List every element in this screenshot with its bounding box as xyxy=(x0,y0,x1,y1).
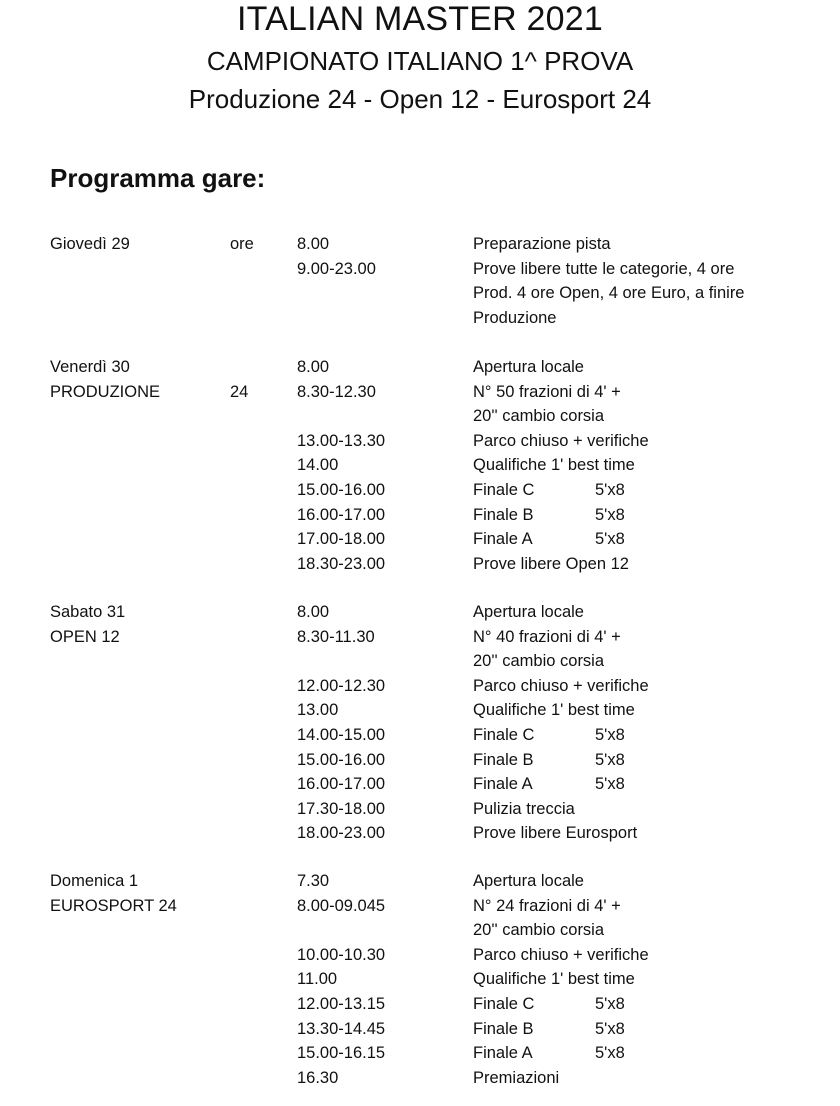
day-label: Giovedì 29 xyxy=(50,235,130,253)
schedule-line xyxy=(0,503,840,527)
race-format: 5'x8 xyxy=(595,775,625,794)
time-slot: 11.00 xyxy=(297,970,338,989)
time-slot: 8.00 xyxy=(297,358,330,376)
activity-text: Finale A xyxy=(473,775,533,794)
activity-text: Finale B xyxy=(473,1019,534,1038)
time-slot: 15.00-16.00 xyxy=(297,750,386,769)
schedule-line xyxy=(0,821,840,845)
activity-text: Apertura locale xyxy=(473,603,584,621)
activity-text: Apertura locale xyxy=(473,872,584,890)
time-slot: 7.30 xyxy=(297,872,330,890)
schedule-line xyxy=(0,748,840,772)
schedule-line xyxy=(0,1017,840,1041)
schedule-line xyxy=(0,674,840,698)
time-slot: 8.00 xyxy=(297,603,330,621)
schedule-line xyxy=(0,723,840,747)
schedule-line xyxy=(0,1066,840,1090)
time-slot: 13.00-13.30 xyxy=(297,431,386,450)
document-subtitle-categories: Produzione 24 - Open 12 - Eurosport 24 xyxy=(188,84,652,114)
schedule-line xyxy=(0,1041,840,1065)
activity-text: Pulizia treccia xyxy=(473,799,575,818)
time-slot: 12.00-12.30 xyxy=(297,676,386,695)
race-format: 5'x8 xyxy=(595,995,625,1013)
day-label: PRODUZIONE xyxy=(50,382,161,401)
day-label: Domenica 1 xyxy=(50,872,139,890)
activity-text: 20'' cambio corsia xyxy=(473,652,605,671)
time-slot: 8.30-12.30 xyxy=(297,382,376,401)
schedule-line xyxy=(0,600,840,624)
time-slot: 17.00-18.00 xyxy=(297,530,386,549)
activity-text: Apertura locale xyxy=(473,358,584,376)
category-hours: 24 xyxy=(230,382,249,401)
schedule-line xyxy=(0,649,840,673)
schedule-line xyxy=(0,918,840,942)
category-hours: ore xyxy=(230,235,254,253)
time-slot: 16.30 xyxy=(297,1068,339,1087)
activity-text: Preparazione pista xyxy=(473,235,611,253)
race-format: 5'x8 xyxy=(595,726,625,744)
time-slot: 8.00 xyxy=(297,235,330,253)
schedule-line xyxy=(0,894,840,918)
activity-text: N° 50 frazioni di 4' + xyxy=(473,382,621,401)
time-slot: 9.00-23.00 xyxy=(297,259,376,278)
schedule-line xyxy=(0,478,840,502)
activity-text: Qualifiche 1' best time xyxy=(473,456,635,475)
race-format: 5'x8 xyxy=(595,481,625,499)
activity-text: Finale C xyxy=(473,481,535,499)
schedule-line xyxy=(0,869,840,893)
activity-text: 20'' cambio corsia xyxy=(473,407,605,426)
race-format: 5'x8 xyxy=(595,750,625,769)
activity-text: Produzione xyxy=(473,308,557,327)
activity-text: Qualifiche 1' best time xyxy=(473,970,635,989)
activity-text: Finale C xyxy=(473,726,535,744)
activity-text: Premiazioni xyxy=(473,1068,560,1087)
schedule-line xyxy=(0,625,840,649)
schedule-line xyxy=(0,527,840,551)
activity-text: Finale C xyxy=(473,995,535,1013)
schedule-line xyxy=(0,453,840,477)
time-slot: 14.00 xyxy=(297,456,339,475)
activity-text: N° 24 frazioni di 4' + xyxy=(473,896,621,915)
activity-text: Prove libere Open 12 xyxy=(473,554,629,573)
schedule-line xyxy=(0,797,840,821)
schedule-line xyxy=(0,281,840,305)
document-subtitle-championship: CAMPIONATO ITALIANO 1^ PROVA xyxy=(206,46,634,76)
time-slot: 16.00-17.00 xyxy=(297,505,386,524)
day-label: Venerdì 30 xyxy=(50,358,130,376)
schedule-line xyxy=(0,232,840,256)
time-slot: 18.30-23.00 xyxy=(297,554,386,573)
activity-text: Finale A xyxy=(473,530,533,549)
race-format: 5'x8 xyxy=(595,1044,625,1063)
activity-text: Prod. 4 ore Open, 4 ore Euro, a finire xyxy=(473,284,745,303)
time-slot: 18.00-23.00 xyxy=(297,824,386,843)
time-slot: 14.00-15.00 xyxy=(297,726,386,744)
time-slot: 8.00-09.045 xyxy=(297,896,386,915)
activity-text: Parco chiuso + verifiche xyxy=(473,431,649,450)
time-slot: 15.00-16.00 xyxy=(297,481,386,499)
schedule-line xyxy=(0,355,840,379)
day-label: EUROSPORT 24 xyxy=(50,896,177,915)
race-format: 5'x8 xyxy=(595,1019,625,1038)
schedule-line xyxy=(0,552,840,576)
day-label: Sabato 31 xyxy=(50,603,126,621)
race-format: 5'x8 xyxy=(595,530,625,549)
schedule-line xyxy=(0,967,840,991)
schedule-line xyxy=(0,698,840,722)
activity-text: Parco chiuso + verifiche xyxy=(473,945,649,964)
schedule-line xyxy=(0,306,840,330)
activity-text: Prove libere tutte le categorie, 4 ore xyxy=(473,259,735,278)
activity-text: Qualifiche 1' best time xyxy=(473,701,635,720)
race-format: 5'x8 xyxy=(595,505,625,524)
time-slot: 15.00-16.15 xyxy=(297,1044,386,1063)
section-heading: Programma gare: xyxy=(50,163,266,193)
time-slot: 10.00-10.30 xyxy=(297,945,386,964)
activity-text: N° 40 frazioni di 4' + xyxy=(473,627,621,646)
schedule-line xyxy=(0,992,840,1016)
time-slot: 8.30-11.30 xyxy=(297,627,375,646)
activity-text: Finale A xyxy=(473,1044,533,1063)
schedule-line xyxy=(0,380,840,404)
activity-text: Parco chiuso + verifiche xyxy=(473,676,649,695)
activity-text: Finale B xyxy=(473,750,534,769)
activity-text: 20'' cambio corsia xyxy=(473,921,605,940)
document-title: ITALIAN MASTER 2021 xyxy=(237,0,603,38)
schedule-line xyxy=(0,257,840,281)
day-label: OPEN 12 xyxy=(50,627,120,646)
schedule-line xyxy=(0,429,840,453)
time-slot: 16.00-17.00 xyxy=(297,775,386,794)
time-slot: 13.00 xyxy=(297,701,339,720)
schedule-line xyxy=(0,943,840,967)
time-slot: 13.30-14.45 xyxy=(297,1019,386,1038)
schedule-line xyxy=(0,772,840,796)
time-slot: 17.30-18.00 xyxy=(297,799,386,818)
activity-text: Prove libere Eurosport xyxy=(473,824,638,843)
activity-text: Finale B xyxy=(473,505,534,524)
schedule-line xyxy=(0,404,840,428)
time-slot: 12.00-13.15 xyxy=(297,995,386,1013)
